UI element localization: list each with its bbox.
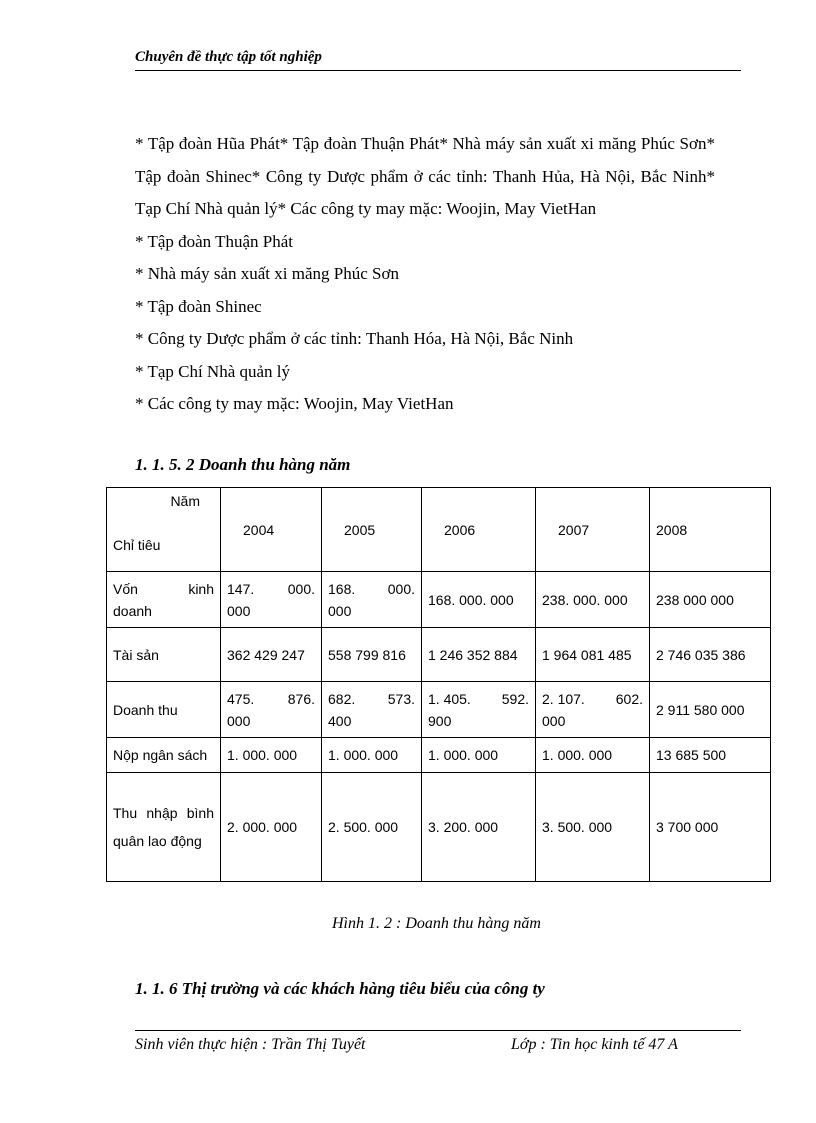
page-footer (135, 1030, 741, 1054)
cell-part: 682. (328, 690, 356, 707)
table-cell: 2. 500. 000 (322, 773, 422, 882)
cell-part: 000 (328, 602, 352, 619)
table-row (107, 738, 771, 773)
label-line: quân lao động (113, 833, 202, 849)
footer-student: Sinh viên thực hiện : Trần Thị Tuyết (135, 1036, 366, 1053)
table-row (107, 773, 771, 882)
page-header (135, 49, 741, 71)
year-header: 2007 (536, 488, 650, 572)
table-cell: 1 964 081 485 (536, 628, 650, 682)
customer-list (135, 128, 715, 421)
table-cell: 168. 000. 000 (422, 572, 536, 628)
annual-revenue-table (106, 487, 771, 882)
cell-part: 168. (328, 580, 356, 597)
list-item: * Tập đoàn Shinec (135, 296, 262, 316)
label-word: Vốn (113, 580, 138, 597)
paragraph-customers-combined: * Tập đoàn Hũa Phát* Tập đoàn Thuận Phát* Nhà máy sản xuất xi măng Phúc Sơn* Tập đoàn Shinec* Công ty Dược phẩm ở các tỉnh: Thanh Hủa, Hà Nội, Bắc Ninh* Tạp Chí Nhà quản lý* Các công ty may mặc: Woojin, May VietHan (135, 134, 715, 218)
cell-part: 000. (387, 580, 415, 597)
list-item: * Tập đoàn Thuận Phát (135, 231, 294, 251)
figure-caption: Hình 1. 2 : Doanh thu hàng năm (332, 915, 541, 932)
footer-class: Lớp : Tin học kinh tế 47 A (511, 1036, 678, 1053)
table-cell: 238. 000. 000 (536, 572, 650, 628)
corner-year-label: Năm (170, 492, 200, 509)
table-cell: 3. 200. 000 (422, 773, 536, 882)
table-row (107, 572, 771, 628)
cell-part: 400 (328, 712, 352, 729)
cell-part: 900 (428, 712, 452, 729)
table-cell: 1 246 352 884 (422, 628, 536, 682)
row-label-budget: Nộp ngân sách (107, 738, 221, 773)
table-cell (422, 682, 536, 738)
year-header: 2004 (221, 488, 322, 572)
cell-part: 1. 405. (428, 690, 471, 707)
year-header: 2008 (650, 488, 771, 572)
list-item: * Nhà máy sản xuất xi măng Phúc Sơn (135, 264, 399, 283)
list-item: * Tạp Chí Nhà quản lý (135, 361, 291, 381)
row-label-revenue: Doanh thu (107, 682, 221, 738)
table-cell (221, 682, 322, 738)
cell-part: 475. (227, 690, 255, 707)
table-corner-cell (107, 488, 221, 572)
cell-part: 000 (542, 712, 566, 729)
table-cell: 3. 500. 000 (536, 773, 650, 882)
table-cell (221, 572, 322, 628)
row-label-assets: Tài sản (107, 628, 221, 682)
list-item: * Công ty Dược phẩm ở các tỉnh: Thanh Hóa, Hà Nội, Bắc Ninh (135, 329, 574, 348)
year-header: 2005 (322, 488, 422, 572)
table-cell (536, 682, 650, 738)
cell-part: 592. (501, 690, 529, 707)
header-title: Chuyên đề thực tập tốt nghiệp (135, 49, 322, 65)
cell-part: 2. 107. (542, 690, 585, 707)
table-cell: 558 799 816 (322, 628, 422, 682)
table-header-row (107, 488, 771, 572)
year-header: 2006 (422, 488, 536, 572)
table-cell: 238 000 000 (650, 572, 771, 628)
table-cell: 1. 000. 000 (422, 738, 536, 773)
table-row (107, 682, 771, 738)
table-cell: 3 700 000 (650, 773, 771, 882)
cell-part: 000 (227, 712, 251, 729)
table-row (107, 628, 771, 682)
row-label-avg-income (107, 773, 221, 882)
table-cell: 2. 000. 000 (221, 773, 322, 882)
row-label-capital (107, 572, 221, 628)
table-cell: 1. 000. 000 (221, 738, 322, 773)
cell-part: 602. (615, 690, 643, 707)
cell-part: 000. (287, 580, 315, 597)
table-cell: 2 911 580 000 (650, 682, 771, 738)
list-item: * Các công ty may mặc: Woojin, May VietHan (135, 394, 454, 413)
cell-part: 000 (227, 602, 251, 619)
cell-part: 573. (387, 690, 415, 707)
table-cell: 362 429 247 (221, 628, 322, 682)
label-word: kinh (188, 580, 214, 597)
section-heading-market-customers: 1. 1. 6 Thị trường và các khách hàng tiêu biểu của công ty (135, 979, 545, 998)
section-heading-annual-revenue: 1. 1. 5. 2 Doanh thu hàng năm (135, 455, 351, 474)
table-cell (322, 682, 422, 738)
cell-part: 147. (227, 580, 255, 597)
cell-part: 876. (287, 690, 315, 707)
table-cell: 13 685 500 (650, 738, 771, 773)
label-word: doanh (113, 602, 152, 619)
corner-indicator-label: Chỉ tiêu (113, 536, 161, 553)
label-line: Thu nhập bình (113, 805, 214, 821)
table-cell (322, 572, 422, 628)
table-cell: 1. 000. 000 (322, 738, 422, 773)
table-cell: 1. 000. 000 (536, 738, 650, 773)
table-cell: 2 746 035 386 (650, 628, 771, 682)
